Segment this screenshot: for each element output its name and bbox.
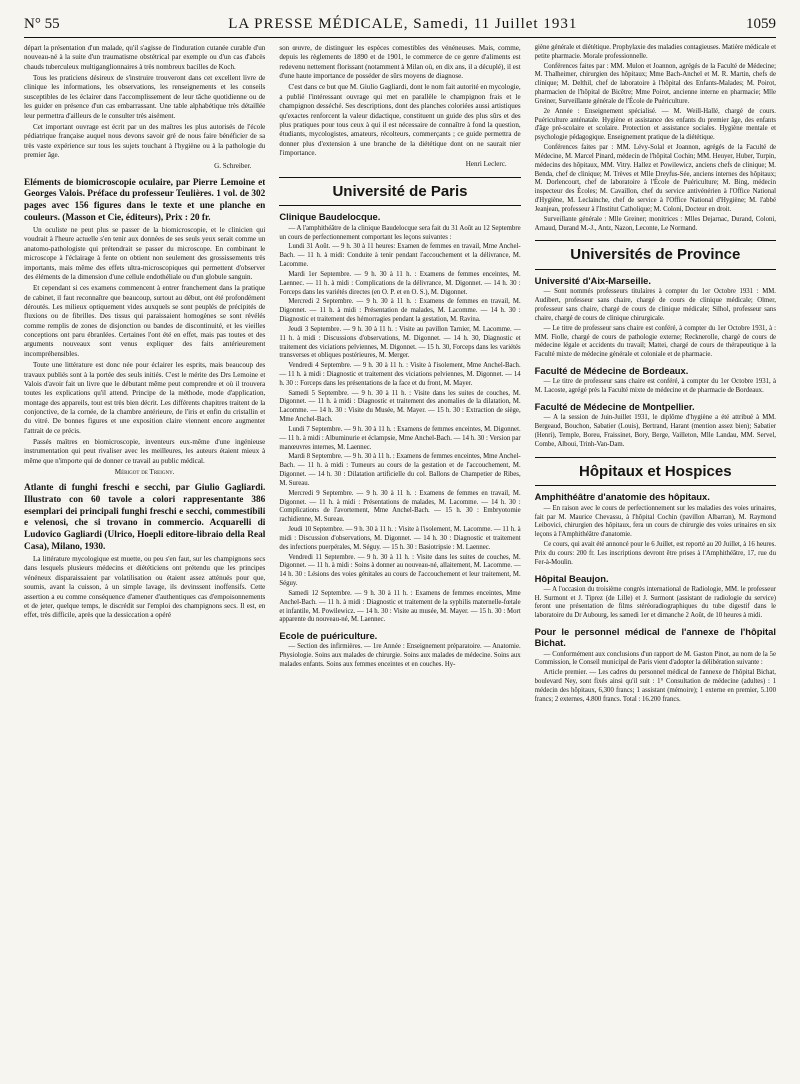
article-heading: Faculté de Médecine de Montpellier. xyxy=(534,401,695,413)
bichat-body xyxy=(535,651,776,705)
lesson-item: Samedi 5 Septembre. — 9 h. 30 à 11 h. : Visite dans les suites de couches, M. Digonnet. — 11 h. à midi : Diagnostic et traitement des anomalies de la dilatation, M. Lacomme. — 14 h. 30 : Visite du Musée, M. Mayer. — 15 h. 30 : Extraction de siège, Mme Anchel-Bach. xyxy=(279,389,521,424)
lesson-item: Mercredi 9 Septembre. — 9 h. 30 à 11 h. : Examens de femmes en travail, M. Digonnet. — 11 h. à midi : Présentations de malades, M. Lacomme. — 14 h. 30 : Complications de l'avortement, Mme Anchel-Bach. — 15 h. 30 : Embryotomie rachidienne, M. Sureau. xyxy=(279,489,521,524)
section-heading-hopitaux: Hôpitaux et Hospices xyxy=(535,457,776,487)
article-heading: Hôpital Beaujon. xyxy=(534,572,609,584)
signature: Mérigot de Treigny. xyxy=(114,468,175,477)
book-review-title: Eléments de biomicroscopie oculaire, par Pierre Lemoine et Georges Valois. Préface du professeur Teulières. 1 vol. de 302 pages avec 156 figures dans le texte et une planche en couleurs. (Masson et Cie, éditeurs), Prix : 20 fr. xyxy=(24,177,266,223)
section-heading-universite-paris: Université de Paris xyxy=(279,177,520,207)
beaujon-body xyxy=(535,586,776,621)
paragraph: — En raison avec le cours de perfectionnement sur les maladies des voies urinaires, fait par M. Maurice Chevassu, à l'hôpital Cochin (pavillon Albarran), M. Raymond Leibovici, chirurgien des hôpitaux, fera un cours de chirurgie des voies urinaires en six leçons à l'Amphithéâtre d'anatomie. xyxy=(534,504,776,539)
ecole-continued xyxy=(535,44,776,233)
column-1 xyxy=(24,44,265,1084)
paragraph: Ce cours, qui avait été annoncé pour le 6 Juillet, est reporté au 20 Juillet, à 16 heures. Prix du cours: 200 fr. Les inscriptions devront être prises à l'Amphithéâtre, 17, rue du Fer-à-Moulin. xyxy=(534,541,776,566)
paragraph: — Section des infirmières. — 1re Année : Enseignement préparatoire. — Anatomie. Physiologie. Soins aux malades de chirurgie. Soins aux malades de médecine. Soins aux malades enfants. Soins aux femmes enceintes et en couches. Hy- xyxy=(279,643,521,669)
page-number: 1059 xyxy=(746,16,776,32)
ecole-body xyxy=(279,643,520,669)
columns xyxy=(24,44,776,1084)
lesson-item: Mercredi 2 Septembre. — 9 h. 30 à 11 h. : Examens de femmes en travail, M. Digonnet. — 11 h. à midi : Présentation de malades, M. Lacomme. — 14 h. 30 : Diagnostic et traitement des hémorragies pendant la gestation, M. Ravina. xyxy=(279,298,521,324)
lesson-item: Samedi 12 Septembre. — 9 h. 30 à 11 h. : Examens de femmes enceintes, Mme Anchel-Bach. — 11 h. à midi : Diagnostic et traitement de la syphilis maternelle-fœtale et infantile, M. Powilewicz. — 14 h. 30 : Visite au musée, M. Mayer. — 15 h. 30 : Mort apparente du nouveau-né, M. Laennec. xyxy=(279,589,521,624)
paragraph: Et cependant si ces examens commencent à entrer franchement dans la pratique de cabinet, il faut reconnaître que beaucoup, surtout au début, ont été profondément déroutés. Les milieux optiquement vides auxquels se sont peuplés de précipités de fluxions ou de fibrilles. Des tissus qui paraissaient homogènes se sont révélés comme remplis de zones de disjonction ou bandes de discontinuité, et les vieilles conceptions ont paru ébranlées. Certaines l'ont été en effet, mais pas toutes et des arguments nouveaux sont venus expliquer des faits antérieurement incompréhensibles. xyxy=(24,284,266,358)
paragraph: Un oculiste ne peut plus se passer de la biomicroscopie, et le clinicien qui voudrait à l'heure actuelle s'en tenir aux données de ses seuls yeux serait comme un anatomo-pathologiste qui prétendrait se passer du microscope. En combinant le microscope à l'éclairage à fente on obtient non seulement des grossissements très importants, mais même des effets ultra-microscopiques qui permettent d'observer des éléments de la dimension d'une cellule endothéliale ou d'un globule sanguin. xyxy=(24,226,266,281)
paragraph: Article premier. — Les cadres du personnel médical de l'annexe de l'hôpital Bichat, boulevard Ney, sont fixés ainsi qu'il suit : 1° Consultation de médecine (adultes) : 1 médecin des hôpitaux, 6,300 francs; 1 assistant (mémoire); 1 externe en premier, 5.100 francs; 2 externes, 4.800 francs. Total : 16.200 francs. xyxy=(534,669,776,703)
paragraph: giène générale et diététique. Prophylaxie des maladies contagieuses. Matière médicale et petite pharmacie. Morale professionnelle. xyxy=(534,44,776,60)
paragraph: Passés maîtres en biomicroscopie, inventeurs eux-même d'une ingénieuse instrumentation qui peut rivaliser avec les meilleures, les auteurs étaient mieux à même que n'importe qui de donner ce travail au public médical. xyxy=(24,438,266,465)
paragraph: 2e Année : Enseignement spécialisé. — M. Weill-Hallé, chargé de cours. Puériculture anténatale. Hygiène et assistance des enfants du premier âge, des enfants d'âge pré-scolaire et scolaire. Protection et assistance sociales. Hygiène mentale et psychologie pédagogique. Enseignement pratique de la diététique. xyxy=(534,107,776,142)
lesson-item: Lundi 31 Août. — 9 h. 30 à 11 heures: Examen de femmes en travail, Mme Anchel-Bach. — 11 h. à midi: Conduite à tenir pendant l'accouchement et la délivrance, M. Lacomme. xyxy=(279,243,521,269)
issue-number: N° 55 xyxy=(24,16,60,32)
article-heading: Pour le personnel médical de l'annexe de l'hôpital Bichat. xyxy=(534,626,776,649)
paragraph: Toute une littérature est donc née pour éclairer les esprits, mais beaucoup des travaux publiés sont à la portée des seuls initiés. C'est le mérite des Drs Lemoine et Valois d'avoir fait un livre que le débutant même peut comprendre et où il trouvera toutes les explications qu'il attend. Principe de la méthode, mode d'application, montage des appareils, tout est très bien décrit. Les différents chapitres traitent de la conjonctive, de la cornée, de la chambre antérieure, de l'iris et enfin du cristallin et du vitré. De bonnes figures et une exposition claire viennent encore augmenter l'attrait de ce précis. xyxy=(24,361,266,435)
lesson-item: Mardi 8 Septembre. — 9 h. 30 à 11 h. : Examens de femmes enceintes, Mme Anchel-Bach. — 11 h. à midi : Tumeurs au cours de la gestation et de l'accouchement, M. Digonnet. — 14 h. 30 : Dilatation artificielle du col. Ballons de Champetier de Ribes, M. Sureau. xyxy=(279,453,521,487)
lesson-item: Mardi 1er Septembre. — 9 h. 30 à 11 h. : Examens de femmes enceintes, M. Laennec. — 11 h. à midi : Complications de la délivrance, M. Digonnet. — 14 h. 30 : Forceps dans les variétés directes (en O. P. et en O. S.), M. Digonnet. xyxy=(279,270,521,296)
publication-title: LA PRESSE MÉDICALE, Samedi, 11 Juillet 1931 xyxy=(228,16,578,32)
paragraph: — Le titre de professeur sans chaire est conféré, à compter du 1er Octobre 1931, à : MM. Fiolle, chargé de cours de pathologie externe; Recknerolle, chargé de cours de médecine légale et accidents du travail; Mattei, chargé de cours de thérapeutique à la Faculté mixte de médecine générale et coloniale et de pharmacie. xyxy=(534,324,776,359)
article-heading: Clinique Baudelocque. xyxy=(279,211,381,223)
column-3 xyxy=(535,44,776,1084)
paragraph: Tous les praticiens désireux de s'instruire trouveront dans cet excellent livre de clinique les informations, les observations, les renseignements et les conseils susceptibles de les éclairer dans l'accomplissement de leur tâche quotidienne ou de les guider en présence d'un cas embarrassant. Une table alphabétique très détaillée leur permettra d'ailleurs de le consulter très aisément. xyxy=(24,74,266,120)
lesson-item: Jeudi 10 Septembre. — 9 h. 30 à 11 h. : Visite à l'isolement, M. Lacomme. — 11 h. à midi : Discussion d'observations, M. Digonnet. — 14 h. 30 : Diagnostic et traitement des infections puerpérales, M. Séguy. — 15 h. 30 : Basiotripsie : M. Laennec. xyxy=(279,526,521,551)
paragraph: Cet important ouvrage est écrit par un des maîtres les plus autorisés de l'école pédiatrique française auquel nous devons savoir gré de nous faire bénéficier de sa très vaste expérience sur tous les sujets touchant à l'hygiène ou à la pathologie du premier âge. xyxy=(24,122,266,159)
signature: Henri Leclerc. xyxy=(465,160,507,169)
paragraph: — Conformément aux conclusions d'un rapport de M. Gaston Pinot, au nom de la 5e Commission, le Conseil municipal de Paris vient d'adopter la délibération suivante : xyxy=(534,650,776,667)
paragraph: — A l'occasion du troisième congrès international de Radiologie, MM. le professeur H. Surmont et J. Tiprez (de Lille) et J. Surmont (assistant de radiologie du service) feront une présentation de films stéréoradiographiques du tube digestif dans le laboratoire du Dr Aubourg, les samedi 1er et dimanche 2 Août, de 10 heures à midi. xyxy=(534,585,776,620)
article-heading: Amphithéâtre d'anatomie des hôpitaux. xyxy=(534,491,710,503)
article-heading: Ecole de puériculture. xyxy=(279,630,378,642)
masthead xyxy=(24,16,776,38)
paragraph: Conférences faites par : MM. Lévy-Solal et Joannon, agrégés de la Faculté de Médecine, M. Marcel Pinard, médecin de l'hôpital Cochin; MM. Heuyer, Huber, Turpin, médecins des hôpitaux, MM. Vitry. Hallez et Powilewicz, anciens chefs de clinique; M. Benda, chef de clinique; M. Trèves et Mlle Dreyfus-Sée, anciens internes des hôpitaux; M. Dorlencourt, chef de laboratoire à l'École de Puériculture; M. Bing, médecin inspecteur des Écoles; M. Cavaillon, chef du service antivénérien à l'Office National d'Hygiène, M. Leclainche, chef de service à l'Office National d'Hygiène; M. l'abbé Jeanjean, professeur à l'Institut Catholique; M. Coloni, Docteur en droit. xyxy=(534,144,776,213)
paragraph: son œuvre, de distinguer les espèces comestibles des vénéneuses. Mais, comme, depuis les règlements de 1890 et de 1901, le commerce de ce genre d'aliments est redevenu nettement florissant (notamment à Milan où, en dix ans, il a décuplé), il est d'une haute importance de posséder de sûrs moyens de diagnose. xyxy=(279,44,521,81)
lesson-item: Lundi 7 Septembre. — 9 h. 30 à 11 h. : Examens de femmes enceintes, M. Digonnet. — 11 h. à midi : Albuminurie et éclampsie, Mme Anchel-Bach. — 14 h. 30 : Version par manœuvres internes, M. Laennec. xyxy=(279,425,521,451)
paragraph: — Sont nommés professeurs titulaires à compter du 1er Octobre 1931 : MM. Audibert, professeur sans chaire, chargé de cours de clinique médicale; Olmer, professeur sans chaire, chargé de cours de clinique médicale; Silhol, professeur sans chaire, chargé de cours de clinique chirurgicale. xyxy=(534,288,776,322)
bordeaux-body xyxy=(535,378,776,396)
lesson-item: Jeudi 3 Septembre. — 9 h. 30 à 11 h. : Visite au pavillon Tarnier, M. Lacomme. — 11 h. à midi : Discussions d'observations, M. Digonnet. — 14 h. 30, Diagnostic et traitement des viciations pelviennes, M. Digonnet. — 15 h. 30, Forceps dans les variétés transverses et obliques postérieures, M. Merger. xyxy=(279,325,521,360)
paragraph: La littérature mycologique est muette, ou peu s'en faut, sur les champignons secs dans lesquels plusieurs médecins et diététiciens ont prétendu que les principes vénéneux disparaissaient par volatilisation ou étaient assez atténués pour que, soumis, avant la cuisson, à un simple lavage, ils devinssent inoffensifs. Cette assertion a eu comme conséquence d'amener d'authentiques cas d'empoisonnements et de jeter, quelque temps, le discrédit sur l'emploi des champignons secs. Il est, en effet, très difficile, après que la dessiccation a opéré xyxy=(24,555,266,620)
paragraph: Conférences faites par : MM. Mulon et Joannon, agrégés de la Faculté de Médecine; M. Thalheimer, chirurgien des hôpitaux; Mme Bach-Anchel et M. R. Martin, chefs de clinique; M. Delthil, chef de laboratoire à l'hôpital des Enfants-Malades; M. Poirot, pharmacien de l'hôpital de Bicêtre; Mme Poirot, ancienne interne en pharmacie; Mlle Greiner, Surveillante générale de l'École de Puériculture. xyxy=(534,62,776,105)
article-heading: Faculté de Médecine de Bordeaux. xyxy=(534,365,689,377)
lessons-list xyxy=(279,225,520,625)
signature: G. Schreiber. xyxy=(214,162,252,171)
section-heading-universites-province: Universités de Province xyxy=(535,240,776,270)
montpellier-body xyxy=(535,414,776,449)
paragraph: — A la session de Juin-Juillet 1931, le diplôme d'hygiène a été attribué à MM. Bergeaud, Bouchon, Sabatier (Louis), Bertrand, Harant (mention assez bien); Sabatier (Henri), Temple, Boreu, Fraissinet, Bory, Berge, Vailleton, Mlle Landau, MM. Servel, Combe, Alboui, Trinh-Van-Dam. xyxy=(534,414,776,448)
column-2 xyxy=(279,44,520,1084)
paragraph: Surveillante générale : Mlle Greiner; monitrices : Mlles Dejarnac, Durand, Coloni, Arnaud, Durand M.-J., Antz, Nazon, Leconte, Le Normand. xyxy=(534,215,776,232)
lesson-item: Vendredi 4 Septembre. — 9 h. 30 à 11 h. : Visite à l'isolement, Mme Anchel-Bach. — 11 h. à midi : Diagnostic et traitement des viciations pelviennes, M. Digonnet. — 14 h. 30 :: Forceps dans les présentations de la face et du front, M. Mayer. xyxy=(279,362,521,387)
lesson-item: Vendredi 11 Septembre. — 9 h. 30 à 11 h. : Visite dans les suites de couches, M. Digonnet. — 11 h. à midi : Soins à donner au nouveau-né, allaitement, M. Lacomme. — 14 h. 30 : Lésions des voies génitales au cours de l'accouchement et leur traitement, M. Séguy. xyxy=(279,553,521,588)
article-heading: Université d'Aix-Marseille. xyxy=(534,275,651,287)
book-review-title: Atlante di funghi freschi e secchi, par Giulio Gagliardi. Illustrato con 60 tavole a colori rappresentante 386 esemplari dei principali funghi freschi e secchi, commestibili e velenosi, che si trovano in commercio. Acquarelli di Ludovico Gagliardi (Ulrico, Hoepli editore-libraio della Real Casa), Milano, 1930. xyxy=(24,483,266,552)
aix-body xyxy=(535,288,776,360)
paragraph: — Le titre de professeur sans chaire est conféré, à compter du 1er Octobre 1931, à M. Lacoste, agrégé près la Faculté mixte de médecine et de pharmacie de Bordeaux. xyxy=(534,378,776,395)
amphitheatre-body xyxy=(535,505,776,568)
article-intro: — A l'amphithéâtre de la clinique Baudelocque sera fait du 31 Août au 12 Septembre un cours de perfectionnement comportant les leçons suivantes : xyxy=(279,224,521,241)
paragraph: départ la présentation d'un malade, qu'il s'agisse de l'induration cutanée curable d'un nouveau-né à la suite d'un traumatisme obstétrical par exemple ou d'un cas d'abcès chauds tuberculeux multiganglionnaires à très nombreux bacilles de Koch. xyxy=(24,44,266,71)
paragraph: C'est dans ce but que M. Giulio Gagliardi, dont le nom fait autorité en mycologie, a publié l'intéressant ouvrage qui met en parallèle le champignon frais et le champignon desséché. Ses descriptions, dont des planches coloriées aussi artistiques qu'exactes renforcent la valeur didactique, constituent un guide des plus sûrs et des plus pratiques pour tous ceux à qui il est nécessaire de connaître à fond la question, étudiants, mycologistes, amateurs, récolteurs, commerçants ; ce guide permettra de donner plus d'extension à une branche de la diététique dont on ne saurait nier l'importance. xyxy=(279,83,521,157)
